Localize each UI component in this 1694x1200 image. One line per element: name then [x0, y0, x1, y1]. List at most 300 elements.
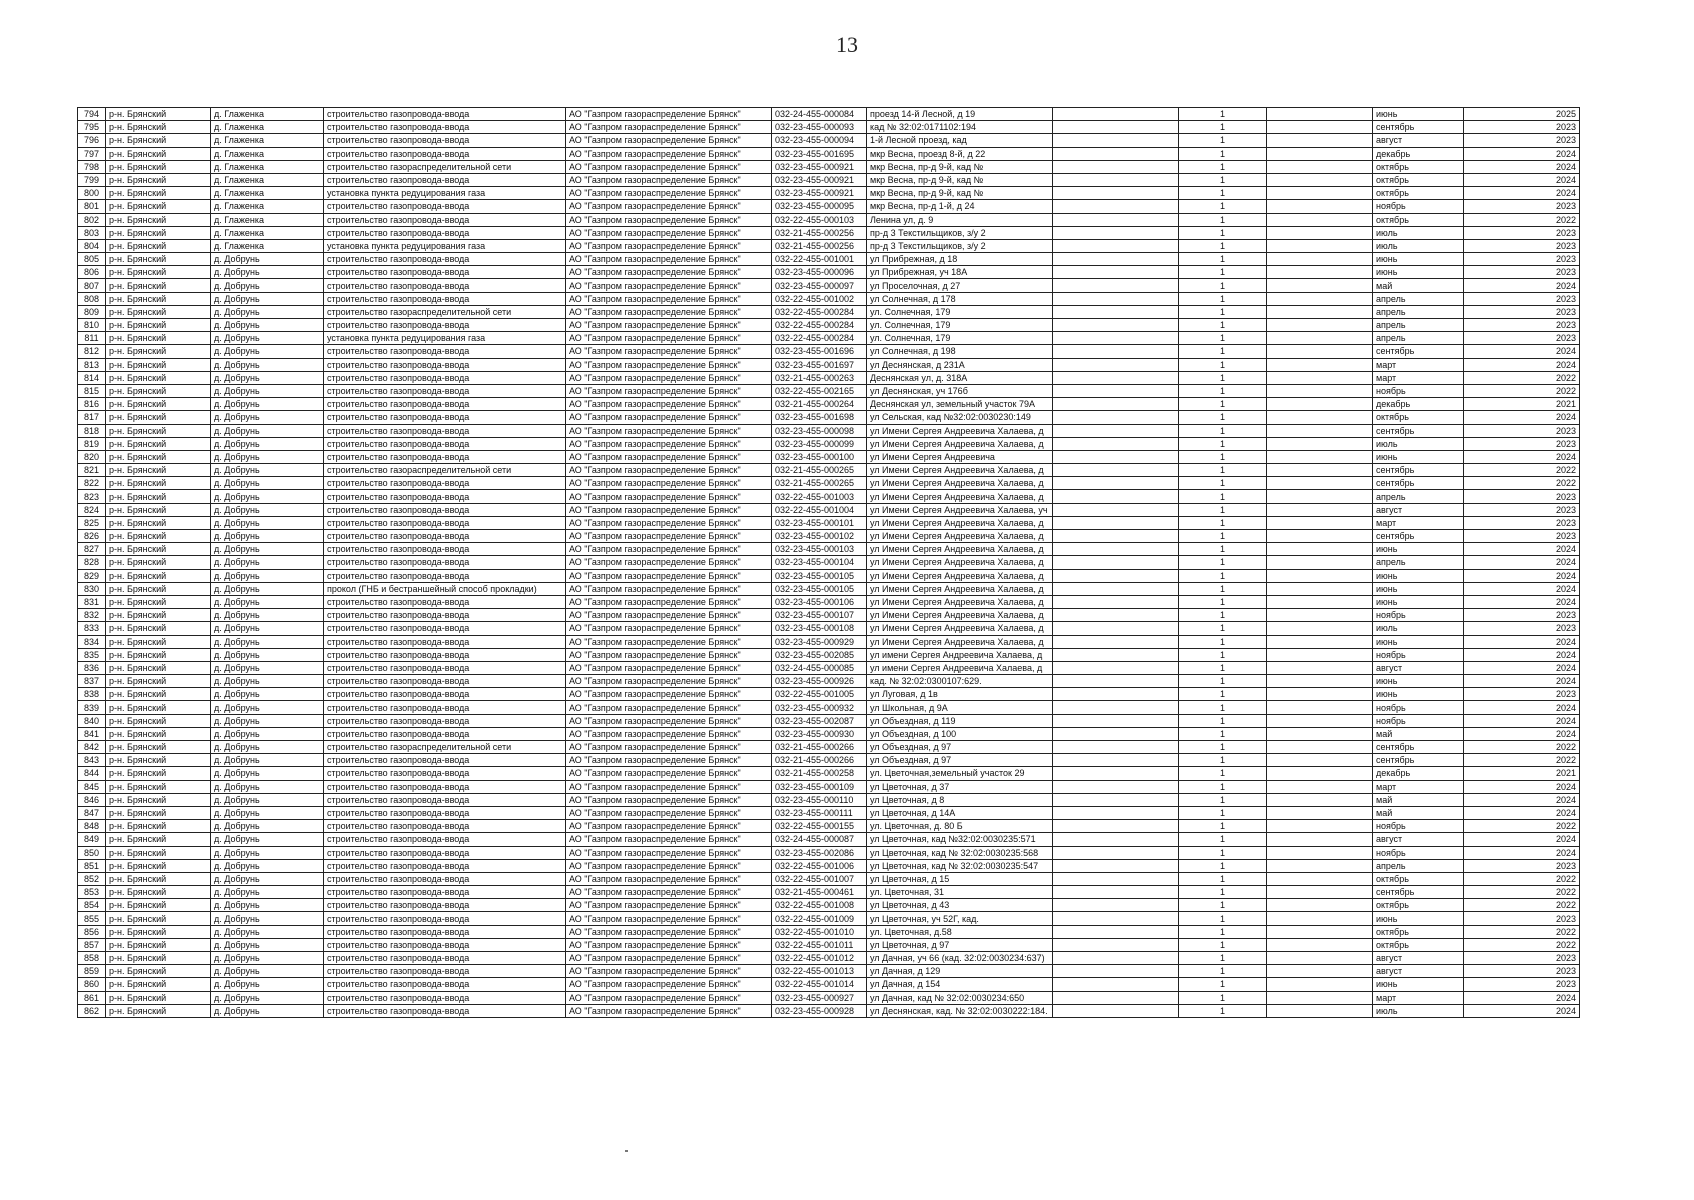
application-code: 032-23-455-000096 — [772, 266, 867, 279]
row-number: 821 — [78, 464, 106, 477]
work-type: строительство газопровода-ввода — [324, 200, 566, 213]
organization: АО "Газпром газораспределение Брянск" — [566, 661, 772, 674]
blank-cell — [1053, 108, 1179, 121]
district: р-н. Брянский — [106, 569, 211, 582]
year: 2024 — [1464, 187, 1580, 200]
settlement: д. Глаженка — [211, 173, 324, 186]
blank-cell — [1053, 952, 1179, 965]
application-code: 032-22-455-001010 — [772, 925, 867, 938]
district: р-н. Брянский — [106, 872, 211, 885]
year: 2022 — [1464, 754, 1580, 767]
year: 2022 — [1464, 820, 1580, 833]
quantity: 1 — [1179, 411, 1267, 424]
table-row — [78, 952, 1580, 965]
organization: АО "Газпром газораспределение Брянск" — [566, 490, 772, 503]
application-code: 032-22-455-001013 — [772, 965, 867, 978]
district: р-н. Брянский — [106, 292, 211, 305]
address: ул. Цветочная, д. 80 Б — [867, 820, 1053, 833]
organization: АО "Газпром газораспределение Брянск" — [566, 701, 772, 714]
row-number: 799 — [78, 173, 106, 186]
organization: АО "Газпром газораспределение Брянск" — [566, 741, 772, 754]
organization: АО "Газпром газораспределение Брянск" — [566, 820, 772, 833]
year: 2022 — [1464, 464, 1580, 477]
quantity: 1 — [1179, 833, 1267, 846]
blank-cell — [1267, 134, 1373, 147]
application-code: 032-23-455-001697 — [772, 358, 867, 371]
quantity: 1 — [1179, 635, 1267, 648]
work-type: установка пункта редуцирования газа — [324, 332, 566, 345]
district: р-н. Брянский — [106, 371, 211, 384]
table-row — [78, 675, 1580, 688]
blank-cell — [1267, 872, 1373, 885]
year: 2023 — [1464, 424, 1580, 437]
work-type: строительство газопровода-ввода — [324, 793, 566, 806]
address: ул Имени Сергея Андреевича Халаева, д — [867, 530, 1053, 543]
row-number: 845 — [78, 780, 106, 793]
work-type: строительство газораспределительной сети — [324, 741, 566, 754]
application-code: 032-23-455-000928 — [772, 1004, 867, 1017]
year: 2023 — [1464, 530, 1580, 543]
blank-cell — [1053, 358, 1179, 371]
address: ул Сельская, кад №32:02:0030230:149 — [867, 411, 1053, 424]
year: 2024 — [1464, 991, 1580, 1004]
organization: АО "Газпром газораспределение Брянск" — [566, 358, 772, 371]
district: р-н. Брянский — [106, 780, 211, 793]
table-row — [78, 319, 1580, 332]
district: р-н. Брянский — [106, 754, 211, 767]
quantity: 1 — [1179, 688, 1267, 701]
application-code: 032-23-455-000098 — [772, 424, 867, 437]
application-code: 032-23-455-000094 — [772, 134, 867, 147]
table-row — [78, 292, 1580, 305]
settlement: д. Добрунь — [211, 767, 324, 780]
row-number: 848 — [78, 820, 106, 833]
year: 2023 — [1464, 952, 1580, 965]
settlement: д. Добрунь — [211, 503, 324, 516]
application-code: 032-24-455-000084 — [772, 108, 867, 121]
district: р-н. Брянский — [106, 688, 211, 701]
organization: АО "Газпром газораспределение Брянск" — [566, 886, 772, 899]
address: Деснянская ул, д. 318А — [867, 371, 1053, 384]
address: ул Деснянская, д 231А — [867, 358, 1053, 371]
settlement: д. Добрунь — [211, 754, 324, 767]
quantity: 1 — [1179, 952, 1267, 965]
blank-cell — [1053, 345, 1179, 358]
row-number: 794 — [78, 108, 106, 121]
month: июль — [1373, 1004, 1464, 1017]
organization: АО "Газпром газораспределение Брянск" — [566, 424, 772, 437]
blank-cell — [1053, 239, 1179, 252]
year: 2021 — [1464, 767, 1580, 780]
application-code: 032-23-455-001695 — [772, 147, 867, 160]
blank-cell — [1053, 609, 1179, 622]
blank-cell — [1267, 991, 1373, 1004]
month: апрель — [1373, 490, 1464, 503]
blank-cell — [1053, 872, 1179, 885]
settlement: д. Добрунь — [211, 398, 324, 411]
address: ул Проселочная, д 27 — [867, 279, 1053, 292]
blank-cell — [1267, 556, 1373, 569]
blank-cell — [1267, 490, 1373, 503]
settlement: д. Добрунь — [211, 991, 324, 1004]
year: 2023 — [1464, 121, 1580, 134]
quantity: 1 — [1179, 859, 1267, 872]
row-number: 835 — [78, 648, 106, 661]
application-code: 032-23-455-002085 — [772, 648, 867, 661]
month: ноябрь — [1373, 609, 1464, 622]
month: сентябрь — [1373, 121, 1464, 134]
organization: АО "Газпром газораспределение Брянск" — [566, 160, 772, 173]
month: октябрь — [1373, 187, 1464, 200]
year: 2024 — [1464, 727, 1580, 740]
table-row — [78, 279, 1580, 292]
work-type: строительство газопровода-ввода — [324, 134, 566, 147]
blank-cell — [1053, 543, 1179, 556]
application-code: 032-23-455-000093 — [772, 121, 867, 134]
table-row — [78, 121, 1580, 134]
work-type: строительство газопровода-ввода — [324, 688, 566, 701]
district: р-н. Брянский — [106, 543, 211, 556]
blank-cell — [1053, 661, 1179, 674]
blank-cell — [1267, 239, 1373, 252]
table-row — [78, 253, 1580, 266]
settlement: д. Добрунь — [211, 714, 324, 727]
quantity: 1 — [1179, 938, 1267, 951]
row-number: 829 — [78, 569, 106, 582]
table-row — [78, 872, 1580, 885]
district: р-н. Брянский — [106, 332, 211, 345]
address: мкр Весна, пр-д 9-й, кад № — [867, 173, 1053, 186]
month: июль — [1373, 622, 1464, 635]
month: апрель — [1373, 859, 1464, 872]
organization: АО "Газпром газораспределение Брянск" — [566, 859, 772, 872]
month: сентябрь — [1373, 424, 1464, 437]
work-type: строительство газопровода-ввода — [324, 516, 566, 529]
organization: АО "Газпром газораспределение Брянск" — [566, 384, 772, 397]
organization: АО "Газпром газораспределение Брянск" — [566, 319, 772, 332]
blank-cell — [1053, 516, 1179, 529]
month: май — [1373, 279, 1464, 292]
row-number: 834 — [78, 635, 106, 648]
quantity: 1 — [1179, 648, 1267, 661]
address: ул Дачная, уч 66 (кад. 32:02:0030234:637) — [867, 952, 1053, 965]
organization: АО "Газпром газораспределение Брянск" — [566, 292, 772, 305]
district: р-н. Брянский — [106, 477, 211, 490]
year: 2024 — [1464, 279, 1580, 292]
row-number: 859 — [78, 965, 106, 978]
blank-cell — [1053, 187, 1179, 200]
row-number: 831 — [78, 595, 106, 608]
address: пр-д 3 Текстильщиков, з/у 2 — [867, 226, 1053, 239]
application-code: 032-23-455-001696 — [772, 345, 867, 358]
year: 2024 — [1464, 793, 1580, 806]
district: р-н. Брянский — [106, 675, 211, 688]
row-number: 837 — [78, 675, 106, 688]
district: р-н. Брянский — [106, 833, 211, 846]
quantity: 1 — [1179, 675, 1267, 688]
quantity: 1 — [1179, 516, 1267, 529]
work-type: строительство газопровода-ввода — [324, 147, 566, 160]
district: р-н. Брянский — [106, 938, 211, 951]
address: ул Имени Сергея Андреевича Халаева, д — [867, 437, 1053, 450]
blank-cell — [1053, 319, 1179, 332]
blank-cell — [1053, 978, 1179, 991]
table-row — [78, 622, 1580, 635]
quantity: 1 — [1179, 872, 1267, 885]
work-type: строительство газопровода-ввода — [324, 622, 566, 635]
year: 2024 — [1464, 345, 1580, 358]
month: ноябрь — [1373, 714, 1464, 727]
settlement: д. Глаженка — [211, 160, 324, 173]
row-number: 811 — [78, 332, 106, 345]
application-code: 032-23-455-000107 — [772, 609, 867, 622]
year: 2023 — [1464, 292, 1580, 305]
table-row — [78, 450, 1580, 463]
settlement: д. Добрунь — [211, 622, 324, 635]
address: ул Деснянская, кад. № 32:02:0030222:184. — [867, 1004, 1053, 1017]
table-row — [78, 820, 1580, 833]
work-type: строительство газопровода-ввода — [324, 912, 566, 925]
year: 2024 — [1464, 543, 1580, 556]
work-type: строительство газопровода-ввода — [324, 675, 566, 688]
application-code: 032-23-455-000097 — [772, 279, 867, 292]
month: август — [1373, 134, 1464, 147]
organization: АО "Газпром газораспределение Брянск" — [566, 173, 772, 186]
year: 2023 — [1464, 253, 1580, 266]
year: 2025 — [1464, 108, 1580, 121]
month: июнь — [1373, 253, 1464, 266]
month: июнь — [1373, 582, 1464, 595]
application-code: 032-22-455-000155 — [772, 820, 867, 833]
district: р-н. Брянский — [106, 108, 211, 121]
blank-cell — [1267, 437, 1373, 450]
work-type: строительство газопровода-ввода — [324, 490, 566, 503]
settlement: д. Добрунь — [211, 820, 324, 833]
table-row — [78, 147, 1580, 160]
settlement: д. Добрунь — [211, 543, 324, 556]
month: март — [1373, 780, 1464, 793]
organization: АО "Газпром газораспределение Брянск" — [566, 991, 772, 1004]
quantity: 1 — [1179, 147, 1267, 160]
quantity: 1 — [1179, 925, 1267, 938]
address: Деснянская ул, земельный участок 79А — [867, 398, 1053, 411]
work-type: строительство газопровода-ввода — [324, 899, 566, 912]
blank-cell — [1053, 530, 1179, 543]
row-number: 809 — [78, 305, 106, 318]
blank-cell — [1267, 411, 1373, 424]
work-type: строительство газопровода-ввода — [324, 477, 566, 490]
settlement: д. Добрунь — [211, 952, 324, 965]
settlement: д. Добрунь — [211, 292, 324, 305]
work-type: строительство газопровода-ввода — [324, 767, 566, 780]
application-code: 032-22-455-002165 — [772, 384, 867, 397]
application-code: 032-23-455-000111 — [772, 806, 867, 819]
work-type: строительство газопровода-ввода — [324, 108, 566, 121]
blank-cell — [1053, 595, 1179, 608]
row-number: 857 — [78, 938, 106, 951]
address: ул Имени Сергея Андреевича Халаева, д — [867, 582, 1053, 595]
row-number: 830 — [78, 582, 106, 595]
row-number: 804 — [78, 239, 106, 252]
district: р-н. Брянский — [106, 516, 211, 529]
application-code: 032-22-455-001004 — [772, 503, 867, 516]
work-type: строительство газопровода-ввода — [324, 635, 566, 648]
year: 2022 — [1464, 741, 1580, 754]
month: сентябрь — [1373, 345, 1464, 358]
settlement: д. Добрунь — [211, 530, 324, 543]
organization: АО "Газпром газораспределение Брянск" — [566, 648, 772, 661]
month: ноябрь — [1373, 701, 1464, 714]
district: р-н. Брянский — [106, 648, 211, 661]
district: р-н. Брянский — [106, 411, 211, 424]
application-code: 032-23-455-000108 — [772, 622, 867, 635]
year: 2023 — [1464, 859, 1580, 872]
table-row — [78, 437, 1580, 450]
quantity: 1 — [1179, 358, 1267, 371]
settlement: д. Добрунь — [211, 437, 324, 450]
district: р-н. Брянский — [106, 530, 211, 543]
blank-cell — [1267, 147, 1373, 160]
month: июнь — [1373, 675, 1464, 688]
month: июнь — [1373, 595, 1464, 608]
address: ул Объездная, д 97 — [867, 741, 1053, 754]
table-row — [78, 978, 1580, 991]
row-number: 855 — [78, 912, 106, 925]
address: ул. Цветочная, 31 — [867, 886, 1053, 899]
district: р-н. Брянский — [106, 701, 211, 714]
address: ул Солнечная, д 178 — [867, 292, 1053, 305]
address: ул Прибрежная, уч 18А — [867, 266, 1053, 279]
year: 2024 — [1464, 556, 1580, 569]
settlement: д. Добрунь — [211, 793, 324, 806]
blank-cell — [1053, 714, 1179, 727]
month: июнь — [1373, 635, 1464, 648]
row-number: 817 — [78, 411, 106, 424]
organization: АО "Газпром газораспределение Брянск" — [566, 978, 772, 991]
quantity: 1 — [1179, 108, 1267, 121]
year: 2024 — [1464, 1004, 1580, 1017]
month: август — [1373, 965, 1464, 978]
organization: АО "Газпром газораспределение Брянск" — [566, 253, 772, 266]
district: р-н. Брянский — [106, 714, 211, 727]
district: р-н. Брянский — [106, 279, 211, 292]
application-code: 032-23-455-000921 — [772, 160, 867, 173]
blank-cell — [1053, 899, 1179, 912]
row-number: 807 — [78, 279, 106, 292]
district: р-н. Брянский — [106, 912, 211, 925]
district: р-н. Брянский — [106, 635, 211, 648]
blank-cell — [1267, 846, 1373, 859]
application-code: 032-23-455-000930 — [772, 727, 867, 740]
work-type: установка пункта редуцирования газа — [324, 239, 566, 252]
month: июль — [1373, 239, 1464, 252]
blank-cell — [1053, 437, 1179, 450]
settlement: д. Глаженка — [211, 200, 324, 213]
blank-cell — [1267, 582, 1373, 595]
quantity: 1 — [1179, 226, 1267, 239]
blank-cell — [1053, 384, 1179, 397]
settlement: д. Добрунь — [211, 635, 324, 648]
table-row — [78, 556, 1580, 569]
year: 2021 — [1464, 398, 1580, 411]
blank-cell — [1267, 648, 1373, 661]
settlement: д. Глаженка — [211, 134, 324, 147]
organization: АО "Газпром газораспределение Брянск" — [566, 345, 772, 358]
work-type: строительство газопровода-ввода — [324, 266, 566, 279]
blank-cell — [1267, 292, 1373, 305]
month: март — [1373, 358, 1464, 371]
work-type: строительство газопровода-ввода — [324, 661, 566, 674]
year: 2024 — [1464, 173, 1580, 186]
settlement: д. Глаженка — [211, 239, 324, 252]
work-type: строительство газопровода-ввода — [324, 384, 566, 397]
address: ул имени Сергея Андреевича Халаева, д — [867, 648, 1053, 661]
blank-cell — [1053, 332, 1179, 345]
row-number: 814 — [78, 371, 106, 384]
blank-cell — [1267, 978, 1373, 991]
blank-cell — [1267, 187, 1373, 200]
year: 2024 — [1464, 147, 1580, 160]
table-row — [78, 595, 1580, 608]
organization: АО "Газпром газораспределение Брянск" — [566, 965, 772, 978]
row-number: 816 — [78, 398, 106, 411]
blank-cell — [1053, 450, 1179, 463]
table-row — [78, 833, 1580, 846]
address: ул Цветочная, уч 52Г, кад. — [867, 912, 1053, 925]
month: июнь — [1373, 978, 1464, 991]
blank-cell — [1267, 622, 1373, 635]
row-number: 824 — [78, 503, 106, 516]
organization: АО "Газпром газораспределение Брянск" — [566, 187, 772, 200]
organization: АО "Газпром газораспределение Брянск" — [566, 714, 772, 727]
quantity: 1 — [1179, 886, 1267, 899]
blank-cell — [1267, 253, 1373, 266]
blank-cell — [1053, 675, 1179, 688]
month: апрель — [1373, 292, 1464, 305]
blank-cell — [1267, 477, 1373, 490]
settlement: д. Добрунь — [211, 384, 324, 397]
row-number: 861 — [78, 991, 106, 1004]
table-row — [78, 398, 1580, 411]
quantity: 1 — [1179, 384, 1267, 397]
application-code: 032-22-455-001009 — [772, 912, 867, 925]
blank-cell — [1267, 754, 1373, 767]
district: р-н. Брянский — [106, 965, 211, 978]
settlement: д. Добрунь — [211, 371, 324, 384]
year: 2023 — [1464, 965, 1580, 978]
year: 2024 — [1464, 648, 1580, 661]
month: июнь — [1373, 266, 1464, 279]
organization: АО "Газпром газораспределение Брянск" — [566, 543, 772, 556]
blank-cell — [1267, 938, 1373, 951]
month: октябрь — [1373, 160, 1464, 173]
quantity: 1 — [1179, 253, 1267, 266]
work-type: строительство газопровода-ввода — [324, 437, 566, 450]
settlement: д. Добрунь — [211, 253, 324, 266]
address: ул Цветочная, д 37 — [867, 780, 1053, 793]
table-row — [78, 160, 1580, 173]
table-row — [78, 464, 1580, 477]
district: р-н. Брянский — [106, 595, 211, 608]
quantity: 1 — [1179, 991, 1267, 1004]
table-row — [78, 411, 1580, 424]
blank-cell — [1267, 859, 1373, 872]
work-type: строительство газопровода-ввода — [324, 846, 566, 859]
month: июль — [1373, 437, 1464, 450]
application-code: 032-24-455-000087 — [772, 833, 867, 846]
work-type: строительство газопровода-ввода — [324, 780, 566, 793]
row-number: 820 — [78, 450, 106, 463]
